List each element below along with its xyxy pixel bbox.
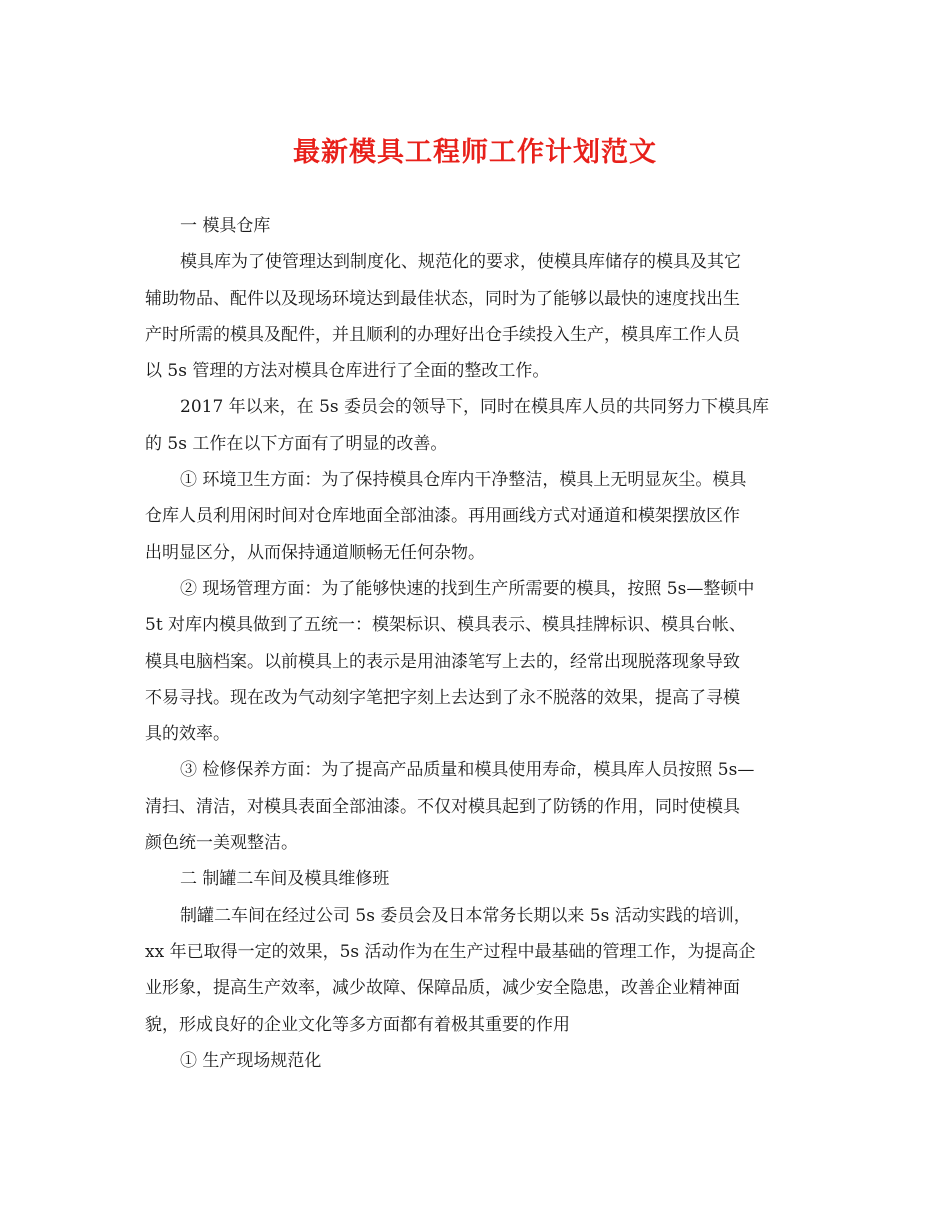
text-line: 具的效率。 [145,724,230,745]
text-line: 模具电脑档案。以前模具上的表示是用油漆笔写上去的，经常出现脱落现象导致 [145,651,740,672]
text-line: 二 制罐二车间及模具维修班 [180,869,390,890]
text-line: 仓库人员利用闲时间对仓库地面全部油漆。再用画线方式对通道和模架摆放区作 [145,506,740,527]
text-line: 不易寻找。现在改为气动刻字笔把字刻上去达到了永不脱落的效果，提高了寻模 [145,687,740,708]
text-line: ③ 检修保养方面：为了提高产品质量和模具使用寿命，模具库人员按照 5s— [180,760,755,781]
text-line: 貌，形成良好的企业文化等多方面都有着极其重要的作用 [145,1014,570,1035]
text-line: 5t 对库内模具做到了五统一：模架标识、模具表示、模具挂牌标识、模具台帐、 [145,615,747,636]
text-line: 模具库为了使管理达到制度化、规范化的要求，使模具库储存的模具及其它 [180,252,741,273]
text-line: 2017 年以来，在 5s 委员会的领导下，同时在模具库人员的共同努力下模具库 [180,397,770,418]
text-line: ① 环境卫生方面：为了保持模具仓库内干净整洁，模具上无明显灰尘。模具 [180,470,747,491]
text-line: 的 5s 工作在以下方面有了明显的改善。 [145,433,448,454]
text-line: xx 年已取得一定的效果，5s 活动作为在生产过程中最基础的管理工作，为提高企 [145,941,756,962]
text-line: 清扫、清洁，对模具表面全部油漆。不仅对模具起到了防锈的作用，同时使模具 [145,796,740,817]
document-body [145,208,813,1079]
text-line: 出明显区分，从而保持通道顺畅无任何杂物。 [145,542,485,563]
document-title: 最新模具工程师工作计划范文 [293,137,657,168]
text-line: 制罐二车间在经过公司 5s 委员会及日本常务长期以来 5s 活动实践的培训， [180,905,751,926]
text-line: 以 5s 管理的方法对模具仓库进行了全面的整改工作。 [145,361,550,382]
text-line: 一 模具仓库 [180,216,271,236]
text-line: 辅助物品、配件以及现场环境达到最佳状态，同时为了能够以最快的速度找出生 [145,288,740,309]
text-line: 颜色统一美观整洁。 [145,833,298,854]
text-line: 业形象，提高生产效率，减少故障、保障品质，减少安全隐患，改善企业精神面 [145,978,740,999]
text-line: 产时所需的模具及配件，并且顺利的办理好出仓手续投入生产，模具库工作人员 [145,324,740,345]
text-line: ① 生产现场规范化 [180,1050,322,1071]
text-line: ② 现场管理方面：为了能够快速的找到生产所需要的模具，按照 5s—整顿中 [180,578,755,599]
